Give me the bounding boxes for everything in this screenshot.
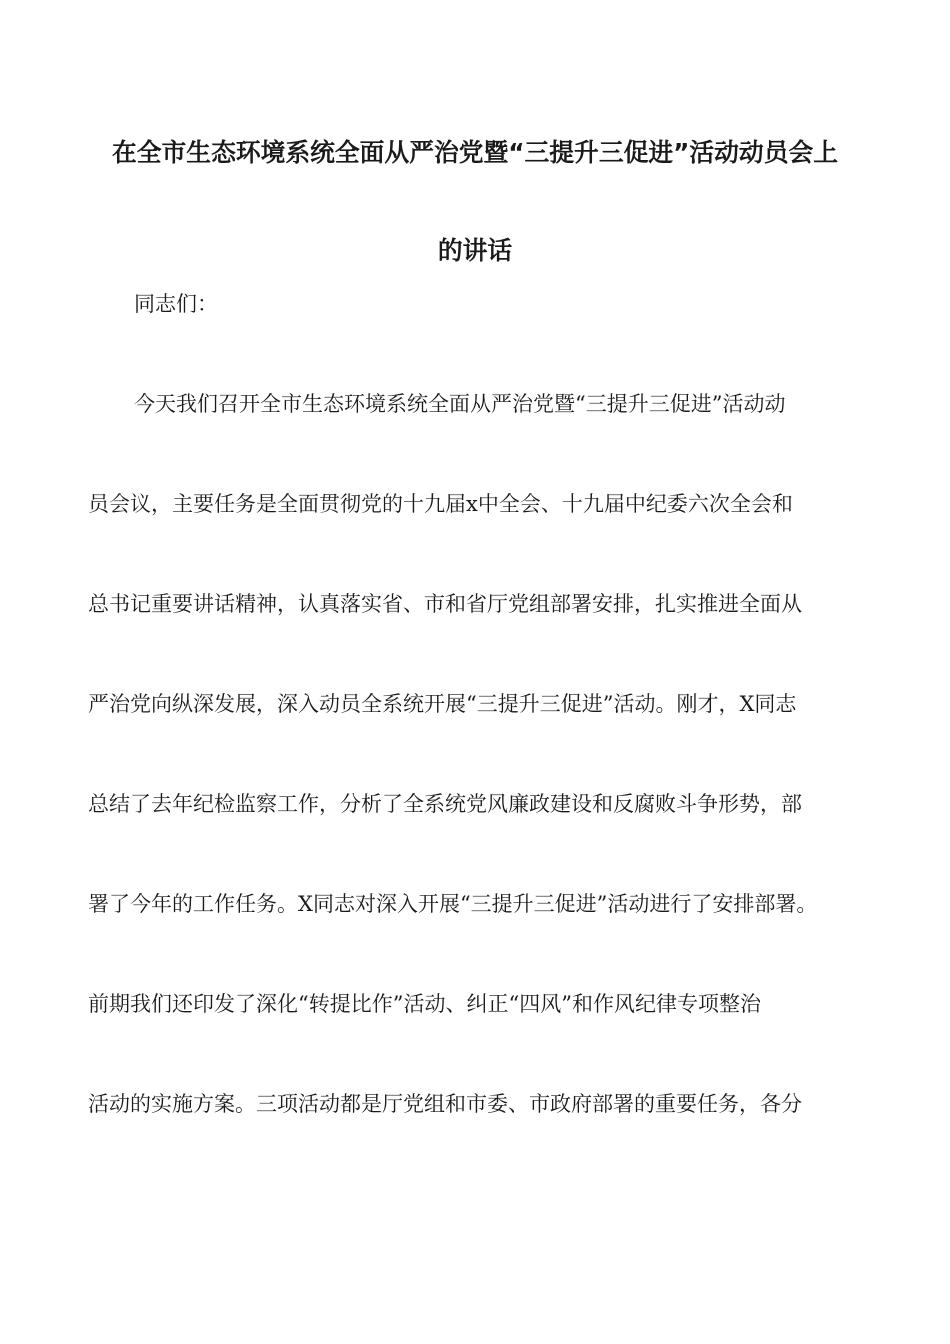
body-line-8: 活动的实施方案。三项活动都是厅党组和市委、市政府部署的重要任务，各分 — [88, 1092, 802, 1116]
document-title-line-1: 在全市生态环境系统全面从严治党暨“三提升三促进”活动动员会上 — [112, 138, 838, 167]
body-line-6: 署了今年的工作任务。X同志对深入开展“三提升三促进”活动进行了安排部署。 — [88, 892, 818, 916]
document-title-line-2: 的讲话 — [437, 236, 513, 265]
salutation: 同志们： — [134, 292, 218, 316]
body-line-1: 今天我们召开全市生态环境系统全面从严治党暨“三提升三促进”活动动 — [134, 392, 786, 416]
body-line-5: 总结了去年纪检监察工作，分析了全系统党风廉政建设和反腐败斗争形势，部 — [88, 792, 802, 816]
body-line-2: 员会议，主要任务是全面贯彻党的十九届x中全会、十九届中纪委六次全会和 — [88, 492, 793, 516]
body-line-7: 前期我们还印发了深化“转提比作”活动、纠正“四风”和作风纪律专项整治 — [88, 992, 761, 1016]
body-line-3: 总书记重要讲话精神，认真落实省、市和省厅党组部署安排，扎实推进全面从 — [88, 592, 802, 616]
body-line-4: 严治党向纵深发展，深入动员全系统开展“三提升三促进”活动。刚才，X同志 — [88, 692, 797, 716]
